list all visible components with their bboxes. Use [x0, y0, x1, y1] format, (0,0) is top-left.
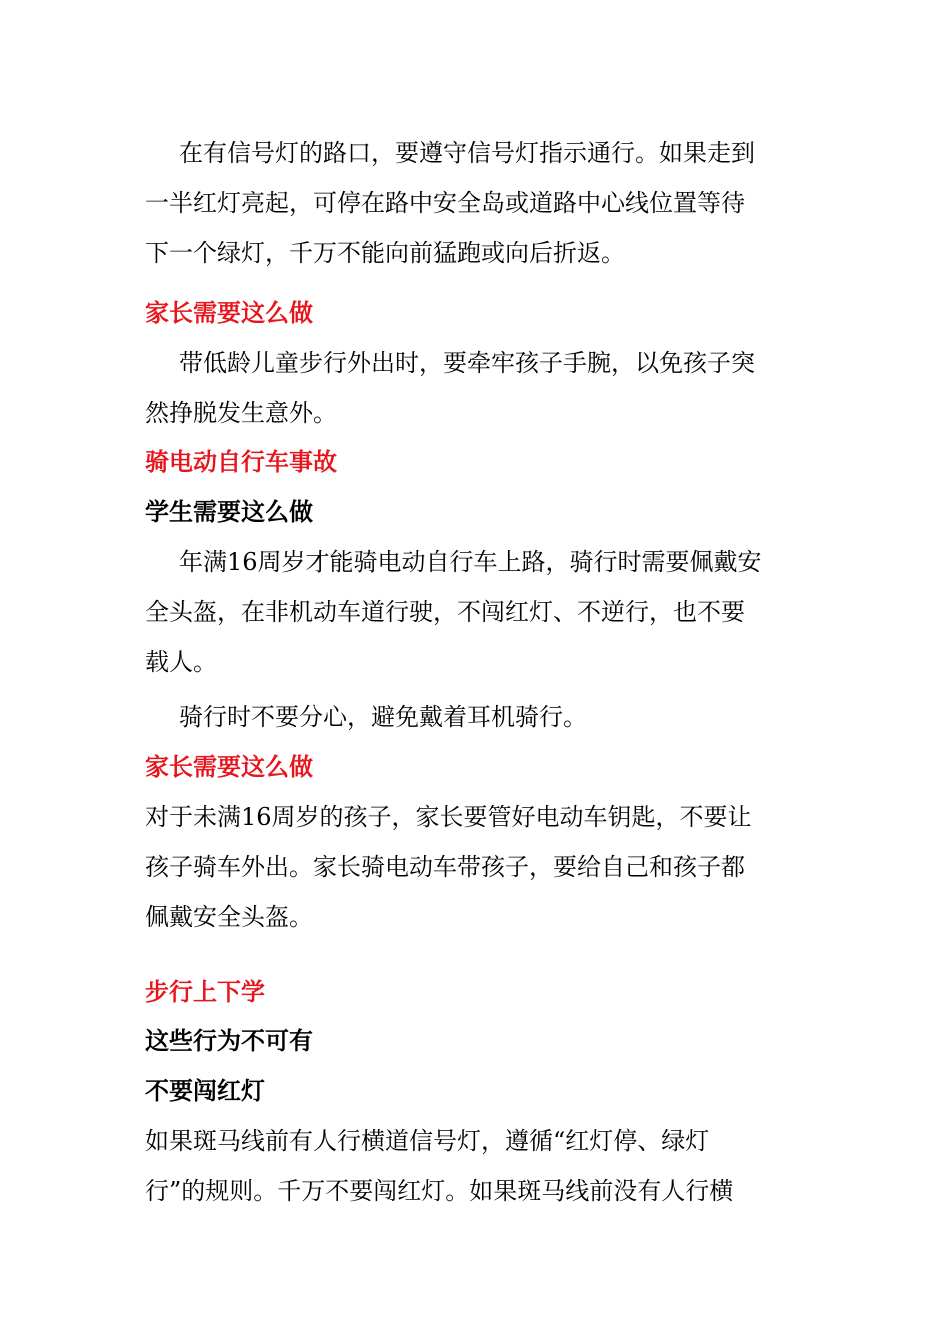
paragraph-line: 在有信号灯的路口，要遵守信号灯指示通行。如果走到	[179, 139, 755, 167]
paragraph-line: 然挣脱发生意外。	[145, 399, 337, 427]
section-heading-ebike	[145, 437, 815, 487]
heading-text: 不要闯红灯	[145, 1077, 265, 1105]
section-heading-parents	[145, 288, 815, 338]
paragraph-no-distraction	[145, 692, 815, 742]
section-heading-parents-ebike	[145, 742, 815, 792]
paragraph-line: 一半红灯亮起，可停在路中安全岛或道路中心线位置等待	[145, 189, 745, 217]
paragraph-line: 对于未满16周岁的孩子，家长要管好电动车钥匙，不要让	[145, 803, 752, 831]
subheading-no-red-light	[145, 1066, 815, 1116]
paragraph-line: 下一个绿灯，千万不能向前猛跑或向后折返。	[145, 239, 625, 267]
paragraph-line: 带低龄儿童步行外出时，要牵牢孩子手腕，以免孩子突	[179, 349, 755, 377]
paragraph-line: 如果斑马线前有人行横道信号灯，遵循“红灯停、绿灯	[145, 1127, 710, 1155]
paragraph-parents-ebike	[145, 792, 815, 942]
heading-text: 这些行为不可有	[145, 1027, 313, 1055]
paragraph-line: 年满16周岁才能骑电动自行车上路，骑行时需要佩戴安	[179, 548, 762, 576]
paragraph-hold-child	[145, 338, 815, 438]
section-heading-walking	[145, 967, 815, 1017]
heading-text: 家长需要这么做	[145, 753, 313, 781]
heading-text: 学生需要这么做	[145, 498, 313, 526]
paragraph-signal-crossing	[145, 128, 815, 278]
heading-text: 家长需要这么做	[145, 299, 313, 327]
paragraph-line: 行”的规则。千万不要闯红灯。如果斑马线前没有人行横	[145, 1177, 734, 1205]
paragraph-ebike-rules	[145, 537, 815, 687]
paragraph-zebra-crossing	[145, 1116, 815, 1216]
heading-text: 骑电动自行车事故	[145, 448, 337, 476]
paragraph-line: 孩子骑车外出。家长骑电动车带孩子，要给自己和孩子都	[145, 853, 745, 881]
paragraph-line: 全头盔，在非机动车道行驶，不闯红灯、不逆行，也不要	[145, 598, 745, 626]
paragraph-line: 佩戴安全头盔。	[145, 903, 313, 931]
subheading-forbidden-behaviors	[145, 1016, 815, 1066]
paragraph-line: 载人。	[145, 648, 217, 676]
paragraph-line: 骑行时不要分心，避免戴着耳机骑行。	[179, 703, 587, 731]
subheading-students	[145, 487, 815, 537]
heading-text: 步行上下学	[145, 978, 265, 1006]
